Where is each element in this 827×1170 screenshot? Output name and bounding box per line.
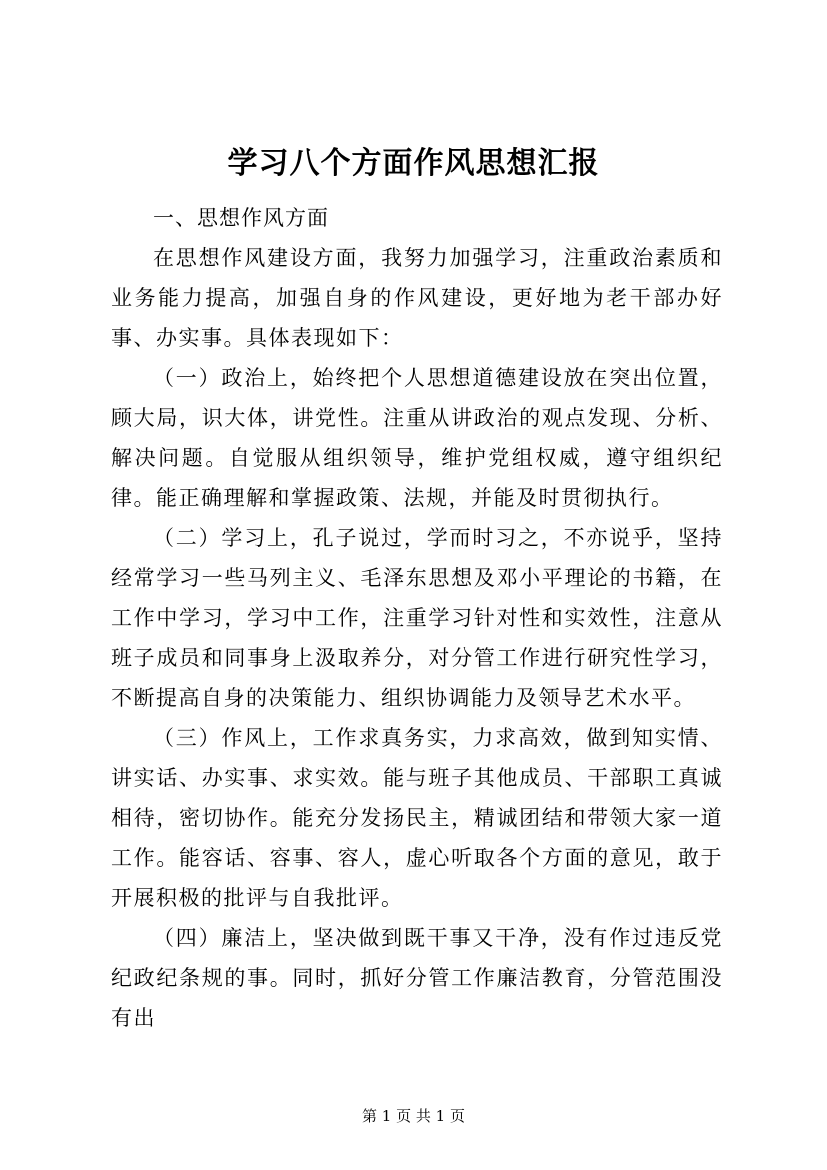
page-footer: 第 1 页 共 1 页	[362, 1107, 465, 1125]
document-title: 学习八个方面作风思想汇报	[227, 146, 600, 181]
paragraph-study: （二）学习上，孔子说过，学而时习之，不亦说乎，坚持经常学习一些马列主义、毛泽东思想及邓小平理论的书籍，在工作中学习，学习中工作，注重学习针对性和实效性，注意从班子成员和同事身上汲取养分，对分管工作进行研究性学习，不断提高自身的决策能力、组织协调能力及领导艺术水平。	[111, 526, 723, 710]
paragraph-integrity: （四）廉洁上，坚决做到既干事又干净，没有作过违反党纪政纪条规的事。同时，抓好分管工作廉洁教育，分管范围没有出	[111, 926, 723, 1030]
paragraph-politics: （一）政治上，始终把个人思想道德建设放在突出位置，顾大局，识大体，讲党性。注重从讲政治的观点发现、分析、解决问题。自觉服从组织领导，维护党组权威，遵守组织纪律。能正确理解和掌握政策、法规，并能及时贯彻执行。	[111, 366, 723, 510]
paragraph-work-style: （三）作风上，工作求真务实，力求高效，做到知实情、讲实话、办实事、求实效。能与班子其他成员、干部职工真诚相待，密切协作。能充分发扬民主，精诚团结和带领大家一道工作。能容话、容事、容人，虚心听取各个方面的意见，敢于开展积极的批评与自我批评。	[111, 726, 723, 910]
paragraph-intro: 在思想作风建设方面，我努力加强学习，注重政治素质和业务能力提高，加强自身的作风建设，更好地为老干部办好事、办实事。具体表现如下：	[111, 246, 723, 350]
document-body	[111, 198, 723, 1038]
section-heading: 一、思想作风方面	[153, 206, 329, 230]
